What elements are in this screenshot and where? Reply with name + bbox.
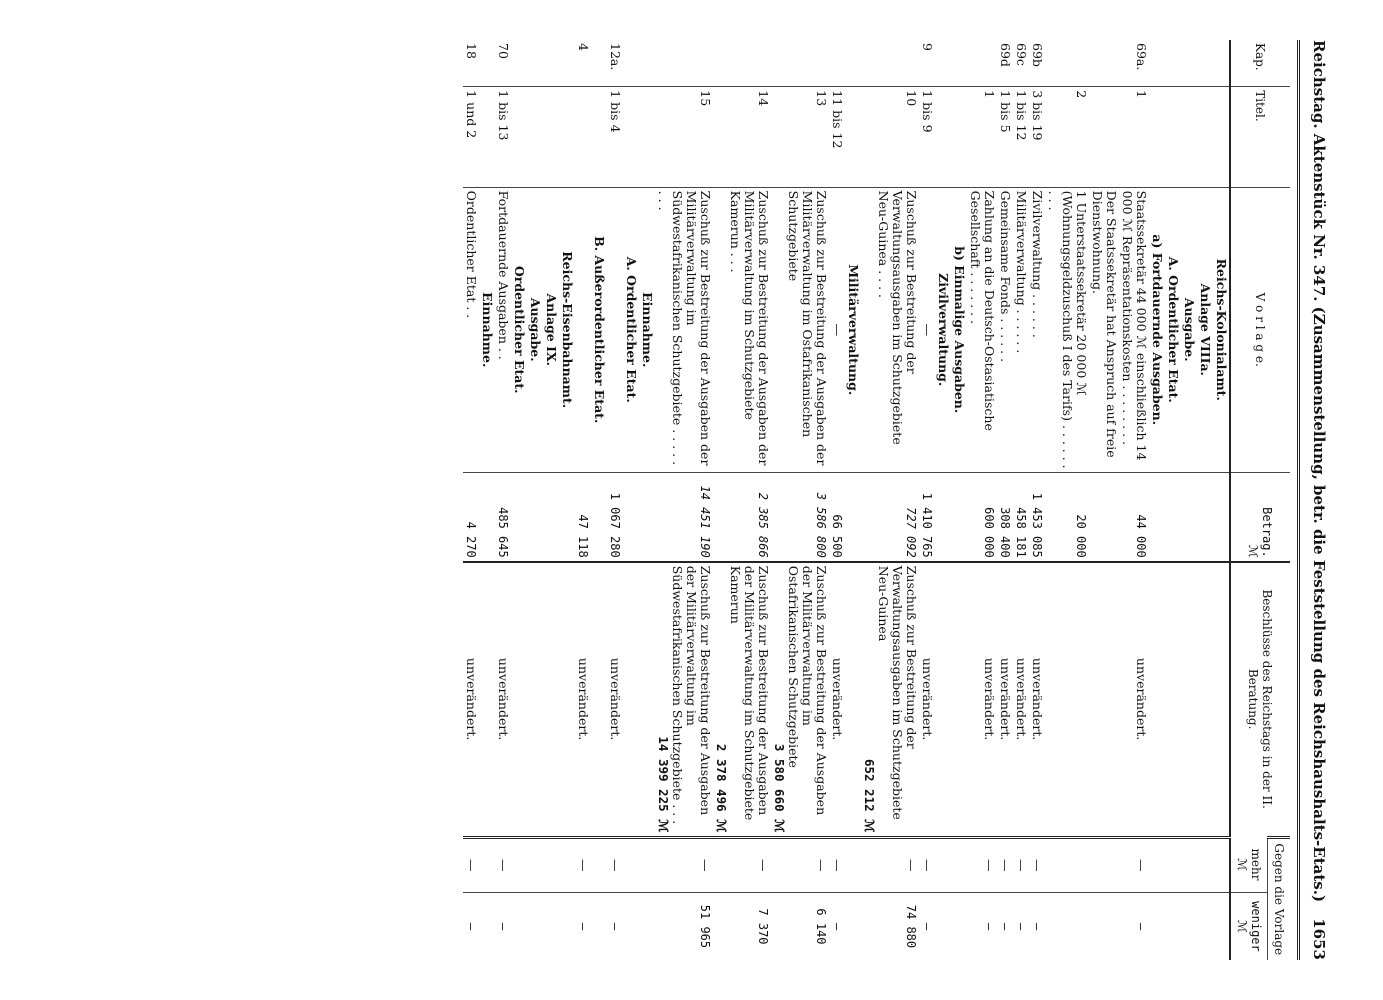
cell-weniger (543, 892, 559, 960)
table-row (1181, 40, 1197, 960)
cell-kap (639, 40, 655, 87)
header-rule (1297, 40, 1300, 960)
cell-mehr: — (713, 837, 771, 892)
header-betrag: Betrag. ℳ (1230, 472, 1290, 561)
cell-mehr: — (495, 837, 511, 892)
cell-titel: 15 (655, 87, 713, 187)
cell-titel (479, 87, 495, 187)
cell-vorlage: Fortdauernde Ausgaben . . (495, 187, 511, 472)
cell-weniger (951, 892, 967, 960)
table-row (495, 40, 511, 960)
beschluss-text: Zuschuß zur Bestreitung der Verwaltungsausgaben im Schutzgebiete Neu-Guinea (876, 565, 919, 820)
cell-vorlage: Staatssekretär 44 000 ℳ einschließlich 14 000 ℳ Repräsentationskosten . . . . . . . . (1119, 187, 1149, 472)
cell-weniger: — (1029, 892, 1045, 960)
table-row (1213, 40, 1230, 960)
cell-betrag (1181, 472, 1197, 561)
table-row (591, 40, 607, 960)
cell-betrag (623, 472, 639, 561)
cell-kap: 69b (1030, 43, 1045, 67)
table-row (967, 40, 997, 960)
cell-mehr (1165, 837, 1181, 892)
cell-weniger: — (829, 892, 845, 960)
cell-weniger (845, 892, 861, 960)
cell-beschluss (1165, 562, 1181, 837)
cell-betrag (1213, 472, 1230, 561)
beschluss-amount: 652 212 ℳ (862, 758, 877, 833)
cell-betrag: 600 000 (967, 472, 997, 561)
cell-betrag (1165, 472, 1181, 561)
cell-mehr (1197, 837, 1213, 892)
table-body (463, 40, 1230, 960)
cell-titel (1165, 87, 1181, 187)
cell-mehr (1089, 837, 1119, 892)
cell-titel (639, 87, 655, 187)
cell-titel (935, 87, 951, 187)
cell-betrag: 1 410 765 (919, 472, 935, 561)
cell-titel (559, 87, 575, 187)
cell-titel: 1 und 2 (463, 87, 479, 187)
cell-mehr (639, 837, 655, 892)
cell-weniger (591, 892, 607, 960)
cell-mehr: — (861, 837, 919, 892)
header-titel: Titel. (1230, 87, 1290, 187)
cell-beschluss (527, 562, 543, 837)
cell-titel (951, 87, 967, 187)
table-row (829, 40, 845, 960)
cell-weniger: — (919, 892, 935, 960)
cell-beschluss (1013, 562, 1029, 837)
section-heading: Reichs-Kolonialamt. (1213, 187, 1230, 472)
cell-mehr (1213, 837, 1230, 892)
budget-table (463, 40, 1290, 960)
cell-weniger: — (1013, 892, 1029, 960)
cell-titel (543, 87, 559, 187)
cell-betrag: 44 000 (1119, 472, 1149, 561)
page-content (110, 40, 1330, 960)
cell-kap (1045, 40, 1089, 87)
cell-betrag (479, 472, 495, 561)
cell-kap (1181, 40, 1197, 87)
cell-beschluss (1149, 562, 1165, 837)
cell-beschluss (861, 562, 919, 837)
cell-kap (829, 40, 845, 87)
table-row (1029, 40, 1045, 960)
cell-betrag (591, 472, 607, 561)
cell-weniger (527, 892, 543, 960)
cell-betrag (559, 472, 575, 561)
cell-kap (1089, 40, 1119, 87)
cell-mehr (1181, 837, 1197, 892)
cell-kap: 69a. (1134, 43, 1149, 71)
cell-weniger (1197, 892, 1213, 960)
beschluss-text: unverändert. (1030, 657, 1045, 741)
cell-betrag: 485 645 (495, 472, 511, 561)
beschluss-text: unverändert. (1014, 657, 1029, 741)
cell-beschluss (495, 562, 511, 837)
cell-kap (967, 40, 997, 87)
section-heading: Einnahme. (639, 187, 655, 472)
cell-betrag: 1 067 280 (607, 472, 623, 561)
cell-vorlage: Militärverwaltung . . . . . . (1013, 187, 1029, 472)
cell-kap (861, 40, 919, 87)
cell-betrag (527, 472, 543, 561)
cell-titel: 1 (1119, 87, 1149, 187)
cell-betrag: 66 500 (829, 472, 845, 561)
table-row (1149, 40, 1165, 960)
cell-weniger: — (967, 892, 997, 960)
table-row (1045, 40, 1089, 960)
cell-kap: 4 (576, 43, 591, 51)
cell-vorlage: Zuschuß zur Bestreitung der Ausgaben der Militärverwaltung im Schutzgebiete Kamerun . . . (713, 187, 771, 472)
section-heading: Einnahme. (479, 187, 495, 472)
beschluss-text: Zuschuß zur Bestreitung der Ausgaben der Militärverwaltung im Ostafrikanischen Schutzgebiete (786, 565, 829, 816)
cell-kap (527, 40, 543, 87)
header-kap: Kap. (1230, 40, 1290, 87)
cell-titel (511, 87, 527, 187)
header-weniger: weniger ℳ (1230, 892, 1268, 960)
cell-titel: 2 (1045, 87, 1089, 187)
cell-vorlage: Zivilverwaltung . . . . . . (1029, 187, 1045, 472)
cell-betrag: 1 453 085 (1029, 472, 1045, 561)
cell-betrag (935, 472, 951, 561)
cell-weniger: 74 880 (861, 892, 919, 960)
beschluss-text: unverändert. (830, 657, 845, 741)
cell-betrag (845, 472, 861, 561)
beschluss-amount: 3 580 660 ℳ (772, 743, 787, 833)
cell-mehr: — (655, 837, 713, 892)
cell-kap (623, 40, 639, 87)
beschluss-text: unverändert. (920, 657, 935, 741)
cell-beschluss (639, 562, 655, 837)
section-heading: Reichs-Eisenbahnamt. (559, 187, 575, 472)
cell-weniger (935, 892, 951, 960)
cell-vorlage (607, 187, 623, 472)
table-row (1119, 40, 1149, 960)
cell-vorlage: Zuschuß zur Bestreitung der Ausgaben der Militärverwaltung im Ostafrikanischen Schutzgebiete (771, 187, 829, 472)
page-header (1302, 40, 1330, 960)
cell-vorlage: Gemeinsame Fonds . . . . . . (997, 187, 1013, 472)
cell-weniger: — (575, 892, 591, 960)
section-heading: Ausgabe. (527, 187, 543, 472)
cell-titel: 10 (861, 87, 919, 187)
cell-mehr: — (919, 837, 935, 892)
cell-kap (479, 40, 495, 87)
beschluss-amount: 2 378 496 ℳ (714, 743, 729, 833)
cell-beschluss (543, 562, 559, 837)
cell-betrag (1089, 472, 1119, 561)
beschluss-text: unverändert. (982, 657, 997, 741)
cell-beschluss (559, 562, 575, 837)
cell-titel (527, 87, 543, 187)
cell-betrag: 3 586 800 (771, 472, 829, 561)
cell-beschluss (1119, 562, 1149, 837)
cell-mehr (951, 837, 967, 892)
cell-kap (591, 40, 607, 87)
header-vorlage: V o r l a g e. (1230, 187, 1290, 472)
cell-kap (1149, 40, 1165, 87)
cell-titel (623, 87, 639, 187)
cell-vorlage: Zuschuß zur Bestreitung der Verwaltungsausgaben im Schutzgebiete Neu-Guinea . . . . (861, 187, 919, 472)
cell-weniger: — (495, 892, 511, 960)
cell-beschluss (1197, 562, 1213, 837)
table-row (1165, 40, 1181, 960)
table-row (527, 40, 543, 960)
table-row (713, 40, 771, 960)
cell-betrag (951, 472, 967, 561)
cell-kap: 70 (496, 43, 511, 59)
cell-kap (559, 40, 575, 87)
cell-weniger (1045, 892, 1089, 960)
cell-beschluss (575, 562, 591, 837)
beschluss-text: unverändert. (608, 657, 623, 741)
cell-titel: 1 bis 9 (919, 87, 935, 187)
cell-titel: 1 bis 5 (997, 87, 1013, 187)
beschluss-text: unverändert. (1134, 657, 1149, 741)
cell-mehr (559, 837, 575, 892)
cell-beschluss (713, 562, 771, 837)
cell-mehr: — (967, 837, 997, 892)
cell-titel (1197, 87, 1213, 187)
cell-mehr: — (771, 837, 829, 892)
cell-mehr: — (1029, 837, 1045, 892)
table-row (511, 40, 527, 960)
cell-kap: 12a. (608, 43, 623, 71)
cell-mehr (591, 837, 607, 892)
cell-weniger: 6 140 (771, 892, 829, 960)
cell-beschluss (919, 562, 935, 837)
table-row (997, 40, 1013, 960)
cell-mehr (527, 837, 543, 892)
cell-beschluss (997, 562, 1013, 837)
cell-kap (655, 40, 713, 87)
section-heading: A. Ordentlicher Etat. (1165, 187, 1181, 472)
cell-weniger (639, 892, 655, 960)
cell-titel: 11 bis 12 (829, 87, 845, 187)
beschluss-text: unverändert. (576, 657, 591, 741)
cell-betrag (639, 472, 655, 561)
cell-beschluss (951, 562, 967, 837)
beschluss-amount: 14 399 225 ℳ (656, 736, 671, 833)
cell-beschluss (511, 562, 527, 837)
cell-kap (771, 40, 829, 87)
cell-mehr (511, 837, 527, 892)
cell-weniger (1181, 892, 1197, 960)
cell-mehr: — (575, 837, 591, 892)
cell-weniger (479, 892, 495, 960)
cell-kap: 18 (464, 43, 479, 59)
table-row (861, 40, 919, 960)
cell-vorlage (575, 187, 591, 472)
cell-weniger (1149, 892, 1165, 960)
table-header-row (1268, 40, 1291, 960)
cell-titel (1089, 87, 1119, 187)
cell-beschluss (967, 562, 997, 837)
cell-beschluss (829, 562, 845, 837)
cell-vorlage: Zahlung an die Deutsch-Ostasiatische Gesellschaft . . . . . . . (967, 187, 997, 472)
table-row (623, 40, 639, 960)
cell-vorlage: Der Staatssekretär hat Anspruch auf freie Dienstwohnung. (1089, 187, 1119, 472)
cell-kap (1165, 40, 1181, 87)
cell-beschluss (591, 562, 607, 837)
section-heading: Ordentlicher Etat. (511, 187, 527, 472)
cell-mehr (623, 837, 639, 892)
cell-beschluss (935, 562, 951, 837)
cell-betrag: 47 118 (575, 472, 591, 561)
cell-weniger: — (997, 892, 1013, 960)
cell-titel: 1 bis 4 (607, 87, 623, 187)
table-row (919, 40, 935, 960)
section-heading: a) Fortdauernde Ausgaben. (1149, 187, 1165, 472)
section-heading: Militärverwaltung. (845, 187, 861, 472)
cell-titel: 1 bis 13 (495, 87, 511, 187)
table-row (543, 40, 559, 960)
cell-titel (591, 87, 607, 187)
cell-titel: 1 (967, 87, 997, 187)
page-number: 1653 (1310, 918, 1328, 960)
cell-weniger: 51 965 (655, 892, 713, 960)
cell-mehr (845, 837, 861, 892)
cell-beschluss (479, 562, 495, 837)
cell-beschluss (1089, 562, 1119, 837)
cell-beschluss (607, 562, 623, 837)
table-row (935, 40, 951, 960)
cell-betrag: 14 451 190 (655, 472, 713, 561)
cell-weniger (1089, 892, 1119, 960)
cell-beschluss (1029, 562, 1045, 837)
beschluss-text: unverändert. (496, 657, 511, 741)
cell-mehr: — (607, 837, 623, 892)
cell-betrag: 458 181 (1013, 472, 1029, 561)
cell-weniger: — (607, 892, 623, 960)
cell-betrag (1149, 472, 1165, 561)
table-row (771, 40, 829, 960)
cell-betrag: 4 270 (463, 472, 479, 561)
cell-titel (845, 87, 861, 187)
section-heading: Zivilverwaltung. (935, 187, 951, 472)
cell-betrag: 727 092 (861, 472, 919, 561)
table-row (951, 40, 967, 960)
cell-kap (951, 40, 967, 87)
table-row (479, 40, 495, 960)
cell-betrag: 308 400 (997, 472, 1013, 561)
cell-titel: 1 bis 12 (1013, 87, 1029, 187)
cell-kap (511, 40, 527, 87)
table-row (463, 40, 479, 960)
cell-mehr (1149, 837, 1165, 892)
cell-betrag: 2 385 866 (713, 472, 771, 561)
table-row (559, 40, 575, 960)
cell-beschluss (623, 562, 639, 837)
beschluss-text: unverändert. (464, 657, 479, 741)
table-row (639, 40, 655, 960)
cell-weniger (559, 892, 575, 960)
beschluss-text: unverändert. (998, 657, 1013, 741)
cell-mehr: — (463, 837, 479, 892)
cell-beschluss (771, 562, 829, 837)
section-heading: Ausgabe. (1181, 187, 1197, 472)
table-row (1089, 40, 1119, 960)
cell-mehr (543, 837, 559, 892)
cell-weniger (623, 892, 639, 960)
table-row (1013, 40, 1029, 960)
cell-vorlage: 1 Unterstaatssekretär 20 000 ℳ (Wohnungsgeldzuschuß I des Tarifs) . . . . . . . . . (1045, 187, 1089, 472)
table-row (655, 40, 713, 960)
cell-mehr: — (997, 837, 1013, 892)
cell-beschluss (845, 562, 861, 837)
cell-vorlage: Zuschuß zur Bestreitung der Ausgaben der Militärverwaltung im Südwestafrikanischen Schutzgebiete . . . . . . . . (655, 187, 713, 472)
cell-beschluss (1181, 562, 1197, 837)
cell-beschluss (655, 562, 713, 837)
table-row (1197, 40, 1213, 960)
cell-mehr (479, 837, 495, 892)
cell-kap (935, 40, 951, 87)
cell-weniger (511, 892, 527, 960)
cell-weniger (1213, 892, 1230, 960)
cell-titel (1149, 87, 1165, 187)
cell-betrag: 20 000 (1045, 472, 1089, 561)
cell-vorlage: — (919, 187, 935, 472)
section-heading: A. Ordentlicher Etat. (623, 187, 639, 472)
beschluss-text: Zuschuß zur Bestreitung der Ausgaben der Militärverwaltung im Südwestafrikanischen Schutzgebiete . . . (670, 565, 713, 825)
section-heading: Anlage VIIIa. (1197, 187, 1213, 472)
page-title: Reichstag. Aktenstück Nr. 347. (Zusammenstellung, betr. die Feststellung des Reichshaushalts-Etats.) (1310, 40, 1328, 903)
header-beschluesse: Beschlüsse des Reichstags in der II. Beratung. (1230, 562, 1290, 837)
cell-kap (713, 40, 771, 87)
table-row (845, 40, 861, 960)
cell-mehr: — (1013, 837, 1029, 892)
cell-betrag (1197, 472, 1213, 561)
section-heading: Anlage IX. (543, 187, 559, 472)
cell-beschluss (463, 562, 479, 837)
section-heading: B. Außerordentlicher Etat. (591, 187, 607, 472)
cell-betrag (543, 472, 559, 561)
cell-titel: 13 (771, 87, 829, 187)
table-row (575, 40, 591, 960)
cell-titel (575, 87, 591, 187)
cell-titel (1213, 87, 1230, 187)
header-gegen: Gegen die Vorlage (1268, 837, 1291, 960)
cell-weniger: 7 370 (713, 892, 771, 960)
section-heading: b) Einmalige Ausgaben. (951, 187, 967, 472)
cell-vorlage: — (829, 187, 845, 472)
cell-kap: 69c (1014, 43, 1029, 66)
cell-beschluss (1045, 562, 1089, 837)
cell-weniger: — (1119, 892, 1149, 960)
cell-vorlage: Ordentlicher Etat . . (463, 187, 479, 472)
cell-mehr (935, 837, 951, 892)
cell-kap (1213, 40, 1230, 87)
cell-betrag (511, 472, 527, 561)
cell-weniger (1165, 892, 1181, 960)
cell-mehr (1045, 837, 1089, 892)
table-row (607, 40, 623, 960)
cell-titel: 3 bis 19 (1029, 87, 1045, 187)
cell-kap (845, 40, 861, 87)
cell-weniger: — (463, 892, 479, 960)
header-mehr: mehr ℳ (1230, 837, 1268, 892)
cell-kap: 69d (998, 43, 1013, 67)
beschluss-text: Zuschuß zur Bestreitung der Ausgaben der Militärverwaltung im Schutzgebiete Kamerun (728, 565, 771, 821)
cell-kap: 9 (920, 43, 935, 51)
cell-kap (1197, 40, 1213, 87)
cell-titel (1181, 87, 1197, 187)
cell-kap (543, 40, 559, 87)
cell-beschluss (1213, 562, 1230, 837)
cell-titel: 14 (713, 87, 771, 187)
cell-mehr: — (829, 837, 845, 892)
cell-mehr: — (1119, 837, 1149, 892)
